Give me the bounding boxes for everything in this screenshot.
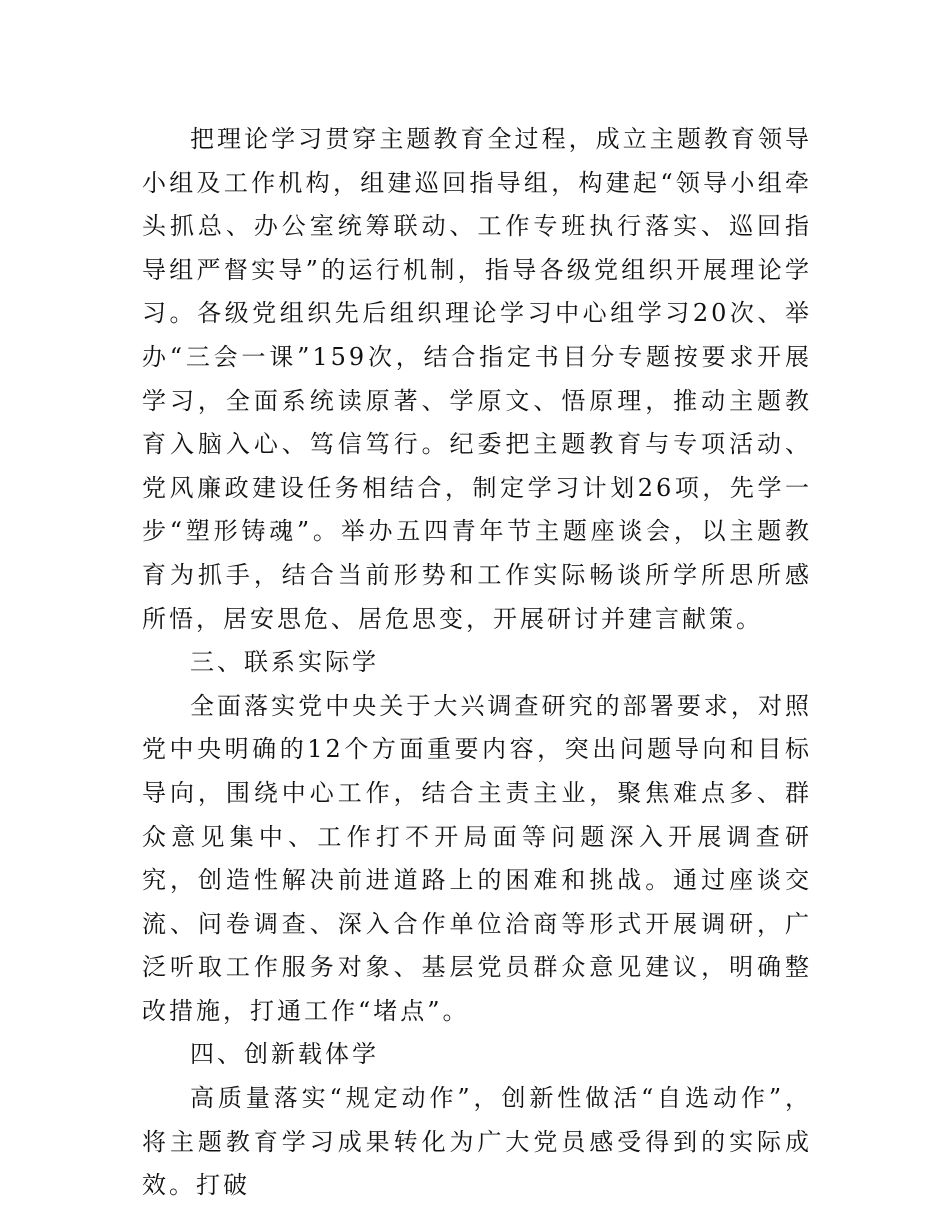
- section-heading-3: 三、联系实际学: [190, 648, 379, 677]
- paragraph-theory-study: 把理论学习贯穿主题教育全过程，成立主题教育领导小组及工作机构，组建巡回指导组，构建起“领导小组牵头抓总、办公室统筹联动、工作专班执行落实、巡回指导组严督实导”的运行机制，指导各级党组织开展理论学习。各级党组织先后组织理论学习中心组学习20次、举办“三会一课”159次，结合指定书目分专题按要求开展学习，全面系统读原著、学原文、悟原理，推动主题教育入脑入心、笃信笃行。纪委把主题教育与专项活动、党风廉政建设任务相结合，制定学习计划26项，先学一步“塑形铸魂”。举办五四青年节主题座谈会，以主题教育为抓手，结合当前形势和工作实际畅谈所学所思所感所悟，居安思危、居危思变，开展研讨并建言献策。: [142, 125, 812, 633]
- document-body: [142, 118, 812, 1208]
- paragraph-innovative-study: 高质量落实“规定动作”，创新性做活“自选动作”，将主题教育学习成果转化为广大党员感受得到的实际成效。打破: [142, 1084, 812, 1200]
- paragraph-practical-study: 全面落实党中央关于大兴调查研究的部署要求，对照党中央明确的12个方面重要内容，突出问题导向和目标导向，围绕中心工作，结合主责主业，聚焦难点多、群众意见集中、工作打不开局面等问题深入开展调查研究，创造性解决前进道路上的困难和挑战。通过座谈交流、问卷调查、深入合作单位洽商等形式开展调研，广泛听取工作服务对象、基层党员群众意见建议，明确整改措施，打通工作“堵点”。: [142, 691, 812, 1025]
- section-heading-4: 四、创新载体学: [190, 1040, 379, 1069]
